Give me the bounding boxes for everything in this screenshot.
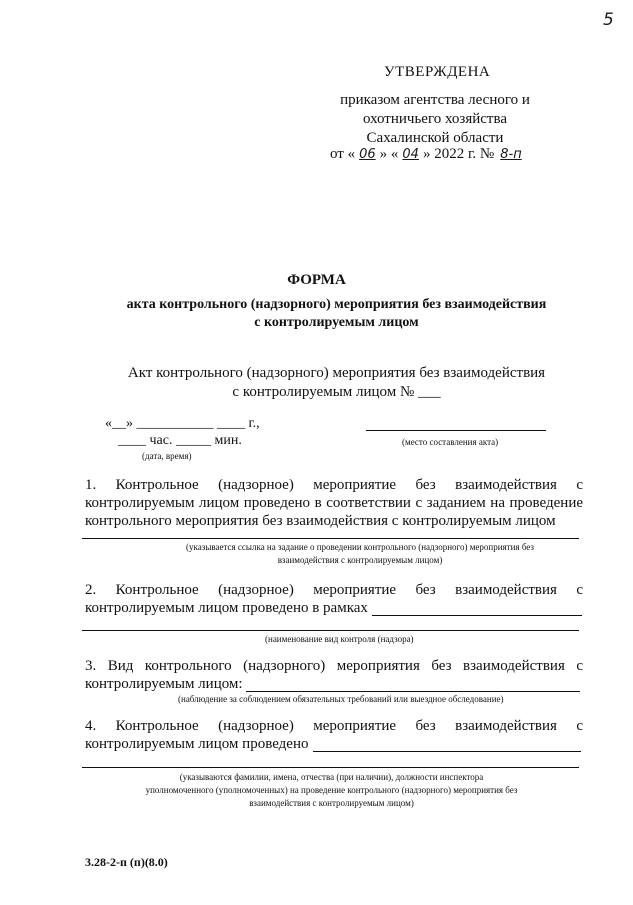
act-title-line-2: с контролируемым лицом № ___ [232, 384, 441, 400]
item-3-answer-line[interactable] [246, 691, 580, 692]
act-title-line-1: Акт контрольного (надзорного) мероприятия без взаимодействия [127, 365, 546, 381]
act-time-line: ____ час. _____ мин. [118, 433, 242, 448]
form-title-line-2: с контролируемым лицом [254, 315, 419, 330]
item-4-line-1: 4. Контрольное (надзорное) мероприятие без взаимодействия с [85, 718, 583, 734]
approval-month: 04 [402, 147, 419, 162]
item-2-line-2: контролируемым лицом проведено в рамках [85, 600, 368, 616]
item-2-hint: (наименование вид контроля (надзора) [265, 634, 414, 644]
item-3-hint: (наблюдение за соблюдением обязательных требований или выездное обследование) [178, 694, 504, 704]
form-title-line-1: акта контрольного (надзорного) мероприятия без взаимодействия [126, 297, 547, 312]
item-4-hint-2: уполномоченного (уполномоченных) на проведение контрольного (надзорного) мероприятия без [145, 785, 518, 795]
item-4-answer-line-b[interactable] [82, 767, 579, 768]
date-prefix: от « [330, 146, 356, 162]
date-mid-2: » 2022 г. № [422, 146, 495, 162]
act-date-line: «__» ___________ ____ г., [105, 416, 260, 431]
approval-day: 06 [359, 147, 376, 162]
item-2-answer-line-b[interactable] [82, 630, 579, 631]
approval-line-1: приказом агентства лесного и [340, 92, 530, 108]
item-2-line-1: 2. Контрольное (надзорное) мероприятие без взаимодействия с [85, 582, 583, 598]
item-1-line-3: контрольного мероприятия без взаимодействия с контролируемым лицом [85, 513, 556, 529]
item-1-line-2: контролируемым лицом проведено в соответствии с заданием на проведение [85, 495, 583, 511]
item-3-line-1: 3. Вид контрольного (надзорного) мероприятия без взаимодействия с [85, 658, 583, 674]
item-1-hint-2: взаимодействия с контролируемым лицом) [277, 555, 443, 565]
item-1-answer-line[interactable] [82, 538, 579, 539]
approval-number: 8-п [500, 147, 522, 162]
place-hint: (место составления акта) [402, 437, 499, 447]
form-heading: ФОРМА [287, 272, 346, 288]
item-4-hint-1: (указываются фамилии, имена, отчества (при наличии), должности инспектора [179, 772, 484, 782]
date-hint: (дата, время) [142, 451, 192, 461]
item-2-answer-line-a[interactable] [372, 615, 582, 616]
approval-title: УТВЕРЖДЕНА [384, 64, 491, 80]
item-4-line-2: контролируемым лицом проведено [85, 736, 309, 752]
item-1-hint-1: (указывается ссылка на задание о проведении контрольного (надзорного) мероприятия без [186, 542, 534, 552]
item-4-answer-line-a[interactable] [313, 751, 581, 752]
item-4-hint-3: взаимодействия с контролируемым лицом) [249, 798, 414, 808]
item-3-line-2: контролируемым лицом: [85, 676, 243, 692]
place-line[interactable] [366, 430, 546, 431]
date-mid-1: » « [379, 146, 399, 162]
form-code: 3.28-2-п (п)(8.0) [85, 855, 168, 869]
page-number-mark: 5 [603, 10, 614, 30]
item-1-line-1: 1. Контрольное (надзорное) мероприятие без взаимодействия с [85, 477, 583, 493]
approval-line-2: охотничьего хозяйства [362, 111, 508, 127]
approval-line-3: Сахалинской области [366, 130, 504, 146]
approval-date-line [330, 146, 528, 163]
